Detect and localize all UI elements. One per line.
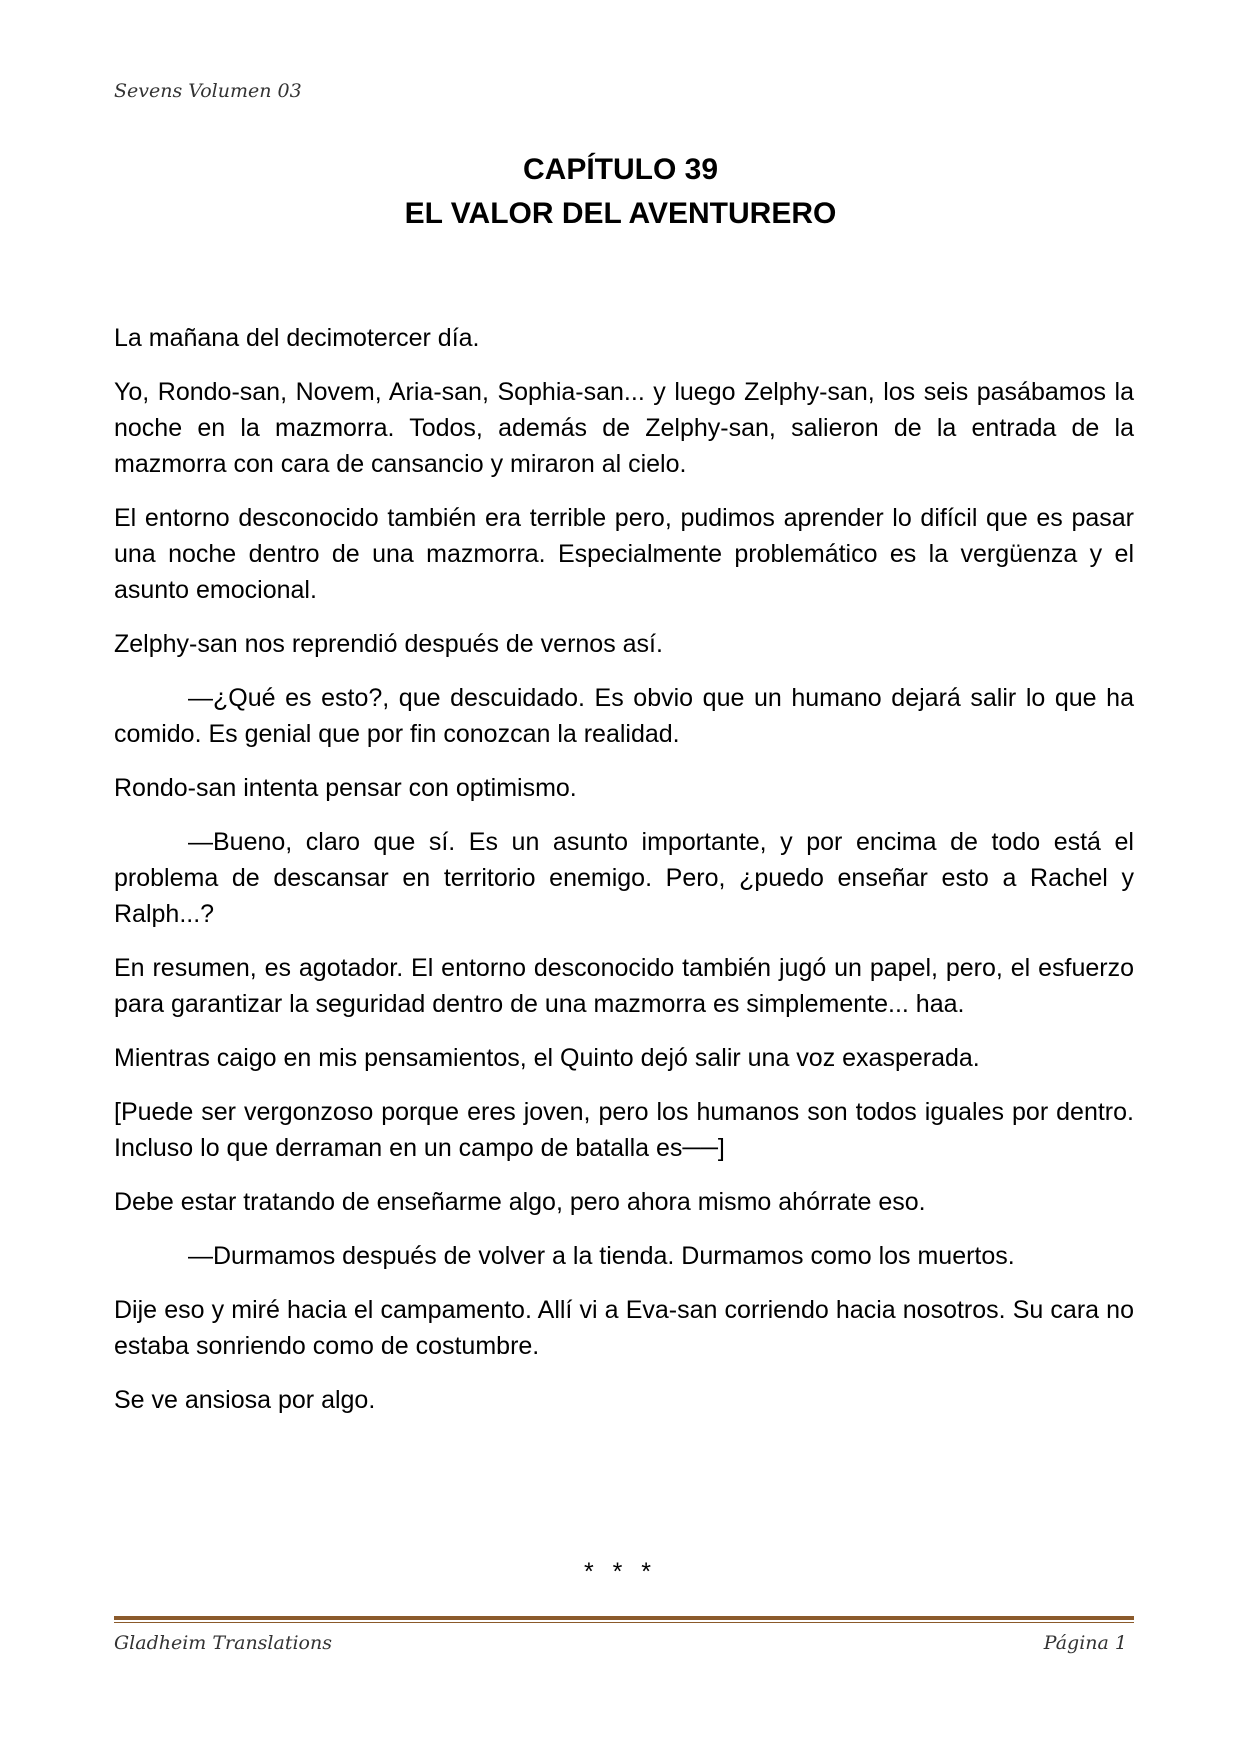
dialogue-paragraph: —Durmamos después de volver a la tienda. Durmamos como los muertos. xyxy=(188,1242,1015,1270)
chapter-title: EL VALOR DEL AVENTURERO xyxy=(404,197,837,230)
paragraph: [Puede ser vergonzoso porque eres joven, pero los humanos son todos iguales por dentro. Incluso lo que derraman en un campo de batalla es──] xyxy=(114,1098,1134,1162)
paragraph: Dije eso y miré hacia el campamento. Allí vi a Eva-san corriendo hacia nosotros. Su cara no estaba sonriendo como de costumbre. xyxy=(114,1296,1134,1360)
footer-rule xyxy=(114,1616,1134,1624)
dialogue-paragraph: —Bueno, claro que sí. Es un asunto importante, y por encima de todo está el problema de descansar en territorio enemigo. Pero, ¿puedo enseñar esto a Rachel y Ralph...? xyxy=(114,828,1134,928)
chapter-body xyxy=(114,320,1134,1436)
paragraph: Zelphy-san nos reprendió después de vernos así. xyxy=(114,630,663,658)
paragraph: En resumen, es agotador. El entorno desconocido también jugó un papel, pero, el esfuerzo para garantizar la seguridad dentro de una mazmorra es simplemente... haa. xyxy=(114,954,1134,1018)
paragraph: Se ve ansiosa por algo. xyxy=(114,1386,376,1414)
paragraph: El entorno desconocido también era terrible pero, pudimos aprender lo difícil que es pasar una noche dentro de una mazmorra. Especialmente problemático es la vergüenza y el asunto emocional. xyxy=(114,504,1134,604)
paragraph: Mientras caigo en mis pensamientos, el Quinto dejó salir una voz exasperada. xyxy=(114,1044,980,1072)
chapter-heading xyxy=(0,148,1241,236)
dialogue-paragraph: —¿Qué es esto?, que descuidado. Es obvio que un humano dejará salir lo que ha comido. Es genial que por fin conozcan la realidad. xyxy=(114,684,1134,748)
running-header: Sevens Volumen 03 xyxy=(114,80,302,102)
footer-publisher: Gladheim Translations xyxy=(114,1632,332,1654)
page-number: Página 1 xyxy=(1043,1632,1127,1654)
paragraph: Rondo-san intenta pensar con optimismo. xyxy=(114,774,577,802)
paragraph: Debe estar tratando de enseñarme algo, pero ahora mismo ahórrate eso. xyxy=(114,1188,926,1216)
paragraph: La mañana del decimotercer día. xyxy=(114,324,480,352)
chapter-number: CAPÍTULO 39 xyxy=(522,153,719,186)
scene-separator: * * * xyxy=(583,1558,658,1586)
paragraph: Yo, Rondo-san, Novem, Aria-san, Sophia-san... y luego Zelphy-san, los seis pasábamos la noche en la mazmorra. Todos, además de Zelphy-san, salieron de la entrada de la mazmorra con cara de cansancio y miraron al cielo. xyxy=(114,378,1134,478)
